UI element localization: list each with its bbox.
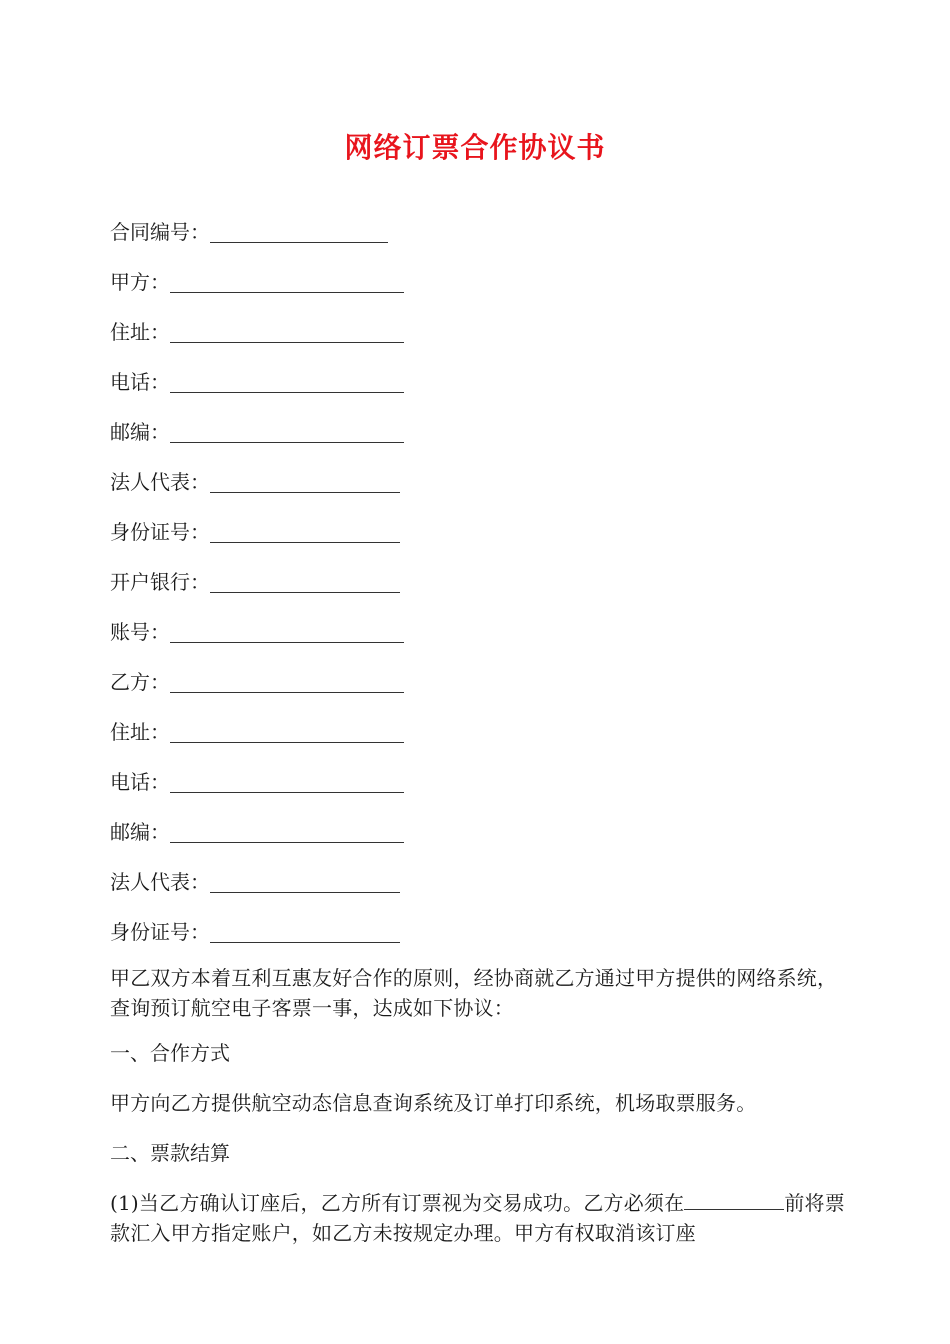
field-label: 住址： [110, 320, 170, 344]
field-label: 电话： [110, 370, 170, 394]
field-label: 身份证号： [110, 520, 210, 544]
field-label: 乙方： [110, 670, 170, 694]
contract-field-row [110, 264, 850, 314]
date-blank-cont[interactable] [774, 1189, 784, 1210]
field-blank-line[interactable] [170, 416, 404, 443]
field-blank-line[interactable] [210, 866, 400, 893]
field-blank-line[interactable] [210, 566, 400, 593]
field-label: 住址： [110, 720, 170, 744]
contract-field-row [110, 414, 850, 464]
document-title: 网络订票合作协议书 [344, 131, 606, 164]
contract-field-row [110, 564, 850, 614]
field-blank-line[interactable] [170, 616, 404, 643]
contract-field-row [110, 464, 850, 514]
intro-paragraph: 甲乙双方本着互利互惠友好合作的原则，经协商就乙方通过甲方提供的网络系统，查询预订航空电子客票一事，达成如下协议： [110, 966, 838, 1020]
field-blank-line[interactable] [170, 716, 404, 743]
field-label: 法人代表： [110, 870, 210, 894]
field-label: 邮编： [110, 420, 170, 444]
field-label: 电话： [110, 770, 170, 794]
contract-field-row [110, 814, 850, 864]
section-2-heading: 二、票款结算 [110, 1141, 230, 1165]
field-blank-line[interactable] [170, 316, 404, 343]
contract-field-row [110, 614, 850, 664]
contract-field-row [110, 714, 850, 764]
contract-field-row [110, 664, 850, 714]
section-2-item-1-text-a: (1)当乙方确认订座后，乙方所有订票视为交易成功。乙方必须在 [110, 1191, 685, 1215]
section-2-item-1 [110, 1188, 845, 1248]
field-label: 甲方： [110, 270, 170, 294]
contract-field-row [110, 764, 850, 814]
contract-field-row [110, 214, 850, 264]
field-blank-line[interactable] [210, 216, 388, 243]
section-1-heading: 一、合作方式 [110, 1041, 230, 1065]
field-label: 开户银行： [110, 570, 210, 594]
field-blank-line[interactable] [170, 266, 404, 293]
section-1-body: 甲方向乙方提供航空动态信息查询系统及订单打印系统，机场取票服务。 [110, 1091, 757, 1115]
field-blank-line[interactable] [210, 916, 400, 943]
contract-field-row [110, 514, 850, 564]
field-blank-line[interactable] [210, 516, 400, 543]
field-label: 法人代表： [110, 470, 210, 494]
field-blank-line[interactable] [170, 666, 404, 693]
section-2-item-1-text-b: 前将票款汇入甲方指定账户，如乙方未按规定办理。甲方有权取消该订座 [110, 1191, 845, 1245]
contract-field-row [110, 314, 850, 364]
field-label: 身份证号： [110, 920, 210, 944]
field-label: 账号： [110, 620, 170, 644]
field-label: 邮编： [110, 820, 170, 844]
contract-field-row [110, 914, 850, 964]
date-blank[interactable] [684, 1189, 774, 1210]
field-blank-line[interactable] [170, 766, 404, 793]
field-blank-line[interactable] [170, 816, 404, 843]
contract-field-list [110, 214, 850, 964]
field-blank-line[interactable] [170, 366, 404, 393]
field-label: 合同编号： [110, 220, 210, 244]
field-blank-line[interactable] [210, 466, 400, 493]
contract-field-row [110, 864, 850, 914]
contract-field-row [110, 364, 850, 414]
